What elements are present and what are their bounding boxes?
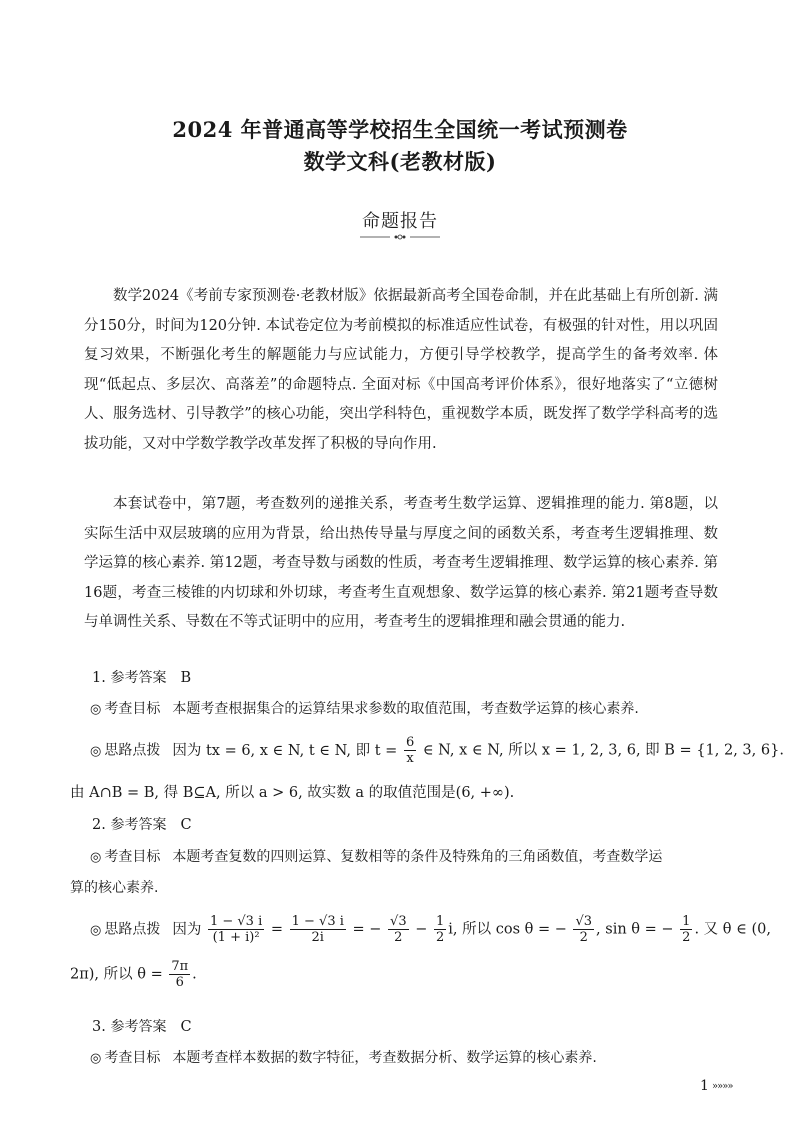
answer-label: 参考答案: [110, 670, 167, 686]
q2-fraction-1: [208, 914, 264, 945]
frac-den: 2: [394, 930, 403, 945]
target-label: 考查目标: [104, 1050, 161, 1066]
frac-den: 2: [579, 930, 588, 945]
q2-number: 2.: [92, 817, 106, 833]
frac-den: (1 + i)²: [212, 930, 260, 945]
q2-fraction-6: [680, 914, 692, 945]
frac-num: √3: [575, 914, 593, 929]
q1-target-line: [90, 698, 639, 718]
q1-hint-post: ∈ N, x ∈ N, 所以 x = 1, 2, 3, 6, 即 B = {1, 2, 3, 6}.: [422, 742, 784, 759]
equals: =: [270, 921, 283, 938]
q1-fraction: [404, 735, 416, 766]
q2-cont-post: .: [192, 966, 197, 983]
q2-target: 本题考查复数的四则运算、复数相等的条件及特殊角的三角函数值，考查数学运: [172, 849, 663, 865]
exam-title: 2024 年普通高等学校招生全国统一考试预测卷: [172, 117, 628, 142]
q3-number: 3.: [92, 1019, 106, 1035]
q3-target-line: [90, 1047, 597, 1067]
q1-answer: B: [180, 670, 192, 686]
frac-num: 1: [435, 914, 445, 929]
q1-hint-pre: 因为 tx = 6, x ∈ N, t ∈ N, 即 t =: [172, 742, 398, 759]
frac-num: 6: [405, 735, 415, 750]
q2-cos-text: i, 所以 cos θ = −: [448, 921, 567, 938]
q2-hint-continued: [70, 959, 197, 990]
bullet-icon: ◎: [90, 1051, 102, 1066]
q2-cont-pre: 2π), 所以 θ =: [70, 966, 163, 983]
frac-num: 1: [682, 914, 691, 929]
q1-hint-line: [90, 735, 784, 766]
q2-answer: C: [180, 817, 192, 833]
frac-den: 2: [435, 930, 445, 945]
report-paragraph-2: 本套试卷中，第7题，考查数列的递推关系，考查考生数学运算、逻辑推理的能力. 第8题，以实际生活中双层玻璃的应用为背景，给出热传导量与厚度之间的函数关系，考查考生逻辑推理、数学运算的核心素养. 第12题，考查导数与函数的性质，考查考生逻辑推理、数学运算的核心素养. 第16题，考查三棱锥的内切球和外切球，考查考生直观想象、数学运算的核心素养. 第21题考查导数与单调性关系、导数在不等式证明中的应用，考查考生的逻辑推理和融会贯通的能力.: [84, 496, 718, 630]
bullet-icon: ◎: [90, 702, 102, 717]
q1-hint-continued: 由 A∩B = B, 得 B⊆A, 所以 a > 6, 故实数 a 的取值范围是(6, +∞).: [70, 785, 515, 801]
target-label: 考查目标: [104, 701, 161, 717]
frac-num: 1 − √3 i: [291, 914, 344, 929]
q1-number: 1.: [92, 670, 106, 686]
q2-fraction-3: [388, 914, 409, 945]
q2-hint-pre: 因为: [172, 921, 202, 938]
frac-den: 6: [175, 975, 184, 990]
q1-answer-line: [92, 667, 191, 687]
q3-answer-line: [92, 1016, 192, 1036]
ornament-divider: [360, 232, 440, 242]
q2-tail: . 又 θ ∈ (0,: [694, 921, 771, 938]
q2-answer-line: [92, 814, 192, 834]
q2-fraction-7: [169, 959, 190, 990]
frac-den: 2: [682, 930, 691, 945]
q2-fraction-4: [434, 914, 446, 945]
q2-fraction-5: [573, 914, 594, 945]
report-heading: 命题报告: [362, 211, 438, 232]
q2-hint-line: [90, 914, 771, 945]
bullet-icon: ◎: [90, 743, 102, 759]
equals-neg: = −: [352, 921, 382, 938]
bullet-icon: ◎: [90, 922, 102, 938]
bullet-icon: ◎: [90, 850, 102, 865]
q2-fraction-2: [290, 914, 346, 945]
hint-label: 思路点拨: [104, 921, 161, 938]
frac-den: x: [406, 751, 414, 766]
q2-target-line: [90, 846, 662, 866]
answer-label: 参考答案: [110, 817, 167, 833]
frac-num: 7π: [171, 959, 189, 974]
q2-sin-text: , sin θ = −: [596, 921, 674, 938]
answer-label: 参考答案: [110, 1019, 167, 1035]
hint-label: 思路点拨: [104, 742, 161, 759]
report-paragraph-1: 数学2024《考前专家预测卷·老教材版》依据最新高考全国卷命制，并在此基础上有所创新. 满分150分，时间为120分钟. 本试卷定位为考前模拟的标准适应性试卷，有极强的针对性，用以巩固复习效果，不断强化考生的解题能力与应试能力，方便引导学校教学，提高学生的备考效率. 体现“低起点、多层次、高落差”的命题特点. 全面对标《中国高考评价体系》，很好地落实了“立德树人、服务选材、引导教学”的核心功能，突出学科特色，重视数学本质，既发挥了数学学科高考的选拔功能，又对中学数学教学改革发挥了积极的导向作用.: [84, 288, 718, 452]
minus: −: [415, 921, 428, 938]
q2-target-continued: 算的核心素养.: [70, 880, 159, 896]
page-arrow-icon: »»»»: [712, 1081, 733, 1092]
target-label: 考查目标: [104, 849, 161, 865]
exam-subtitle: 数学文科(老教材版): [303, 149, 497, 174]
q3-target: 本题考查样本数据的数字特征，考查数据分析、数学运算的核心素养.: [172, 1050, 597, 1066]
q1-target: 本题考查根据集合的运算结果求参数的取值范围，考查数学运算的核心素养.: [172, 701, 639, 717]
frac-num: √3: [390, 914, 407, 929]
frac-den: 2i: [311, 930, 324, 945]
q3-answer: C: [180, 1019, 192, 1035]
frac-num: 1 − √3 i: [209, 914, 263, 929]
page-number: 1: [700, 1078, 709, 1094]
